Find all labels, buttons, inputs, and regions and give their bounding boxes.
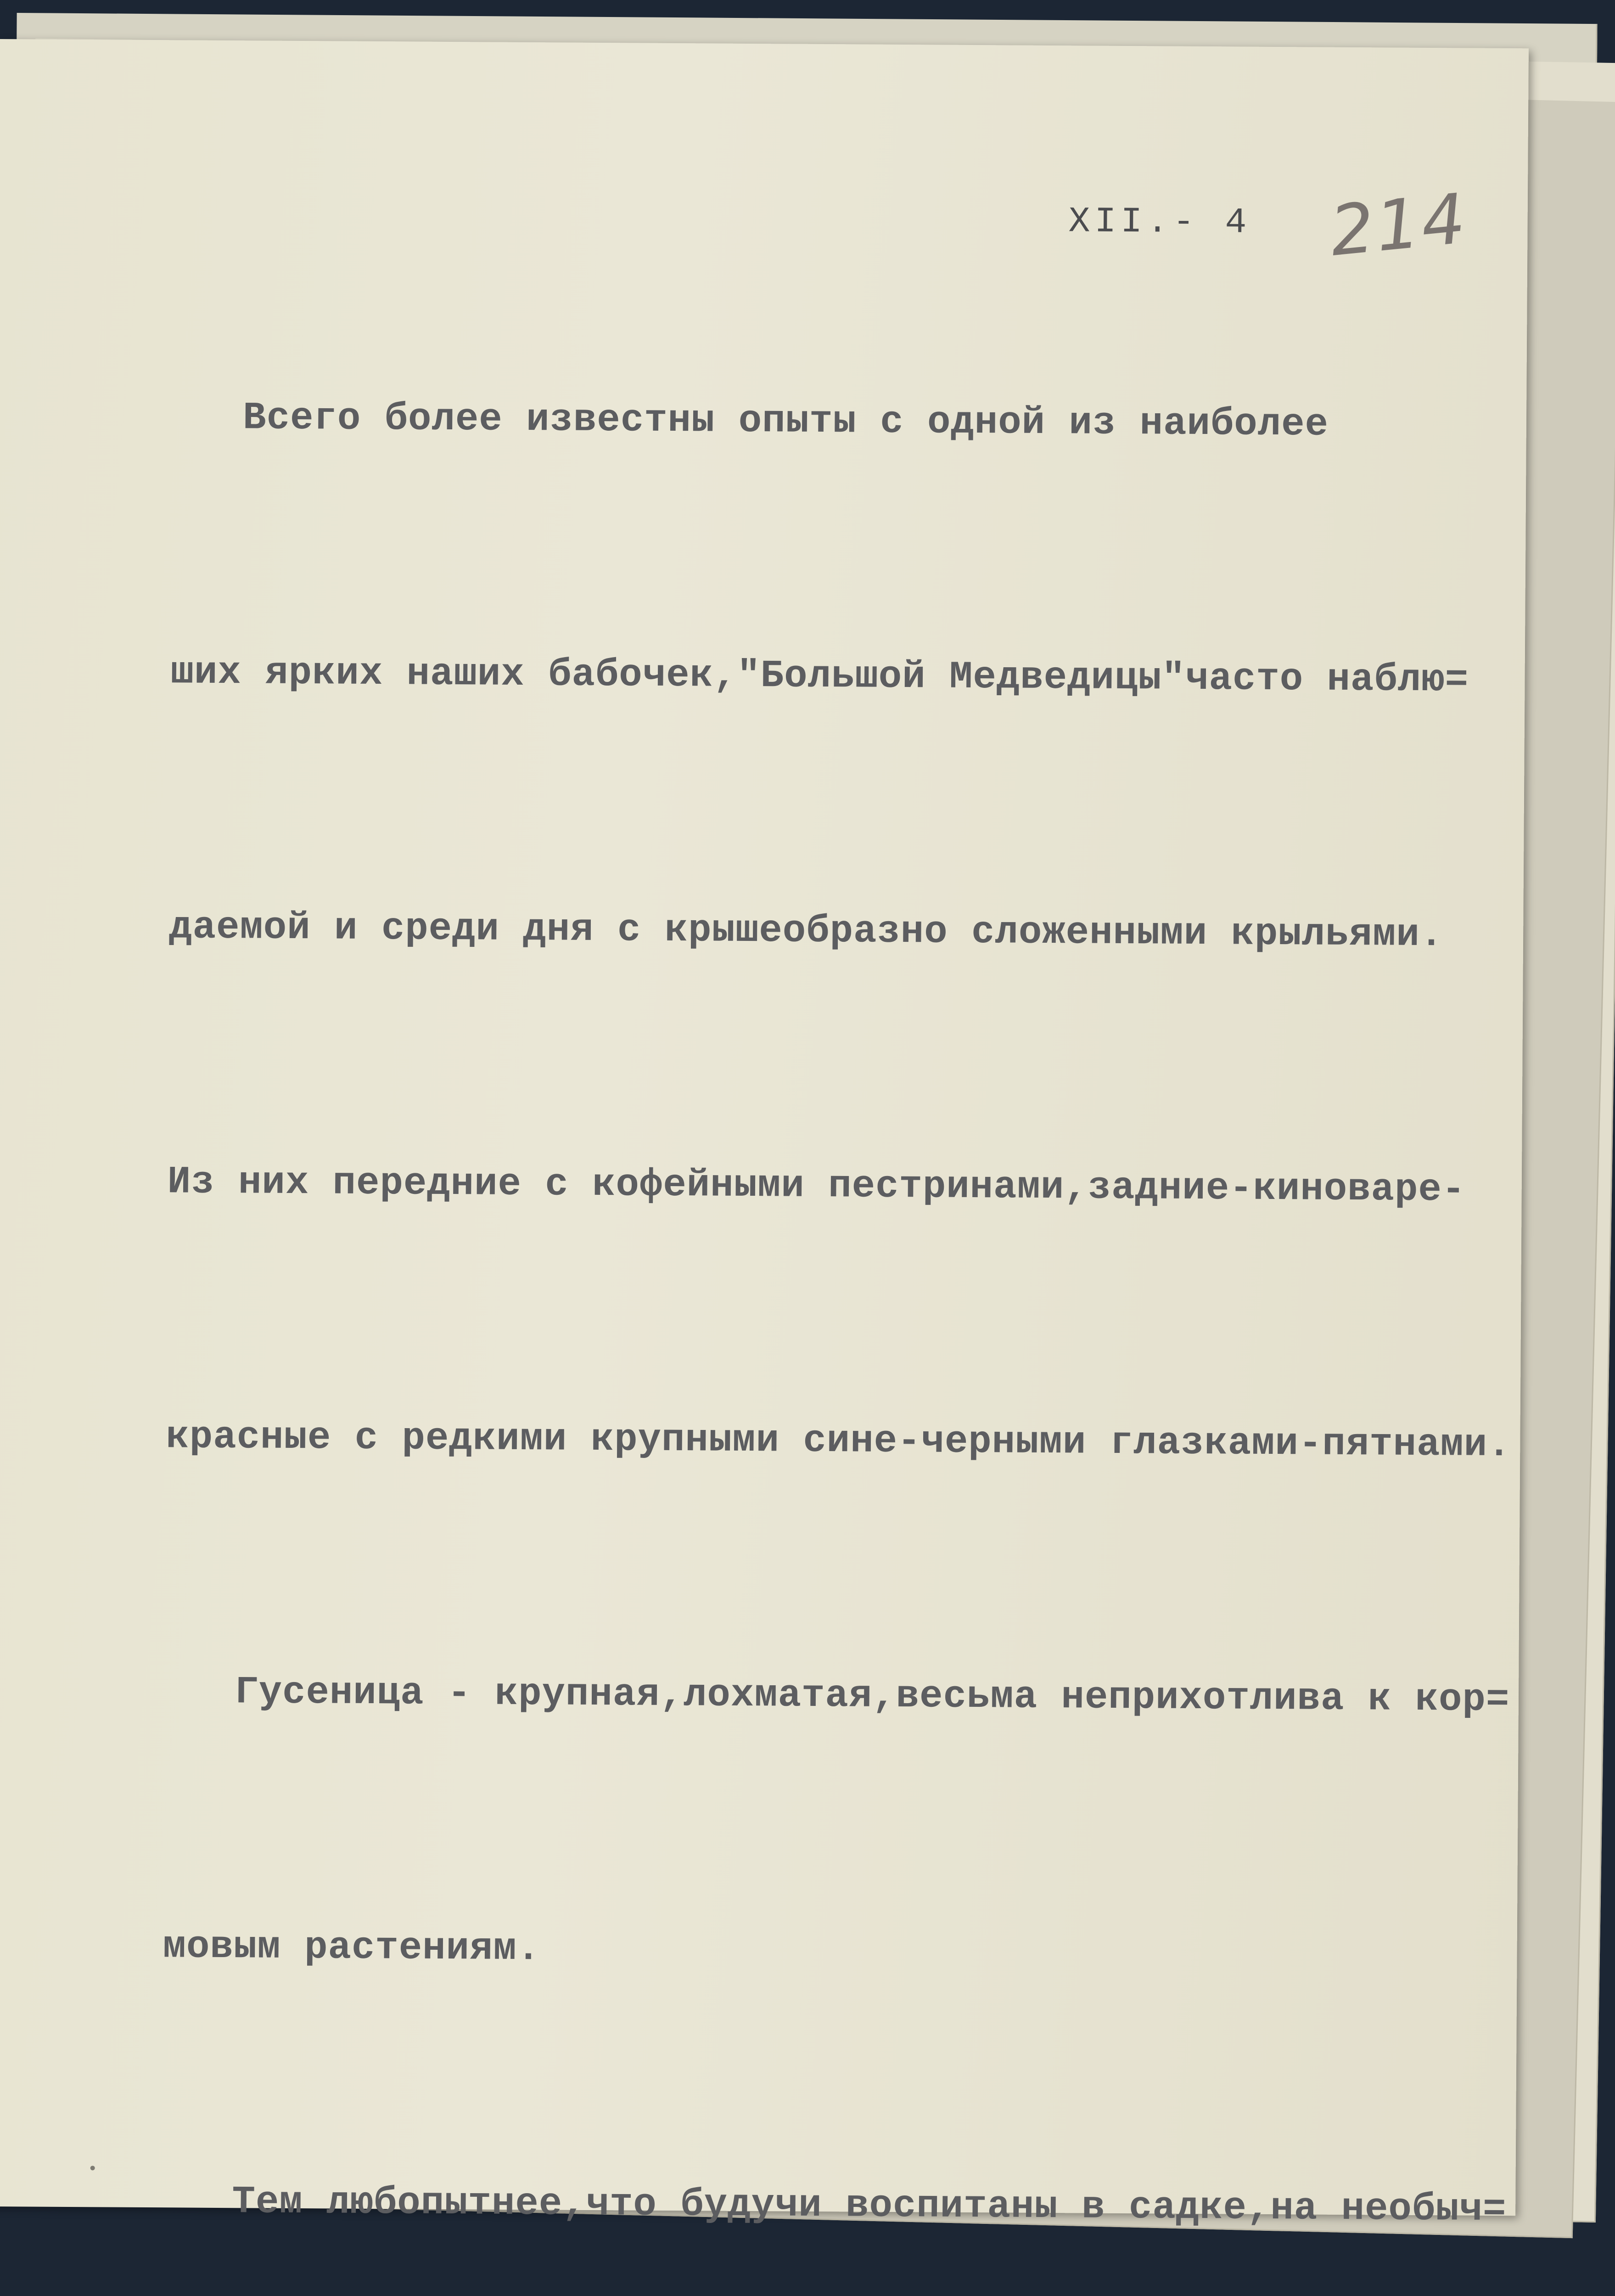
text-line: Тем любопытнее,что будучи воспитаны в садке,на необыч= bbox=[161, 2180, 1507, 2232]
handwritten-folio-number: 214 bbox=[1326, 179, 1471, 272]
typed-text-body bbox=[126, 205, 1511, 2296]
text-line: Всего более известны опыты с одной из наиболее bbox=[172, 396, 1352, 447]
ink-speck bbox=[90, 2166, 95, 2170]
page-number: XII.- 4 bbox=[1068, 202, 1251, 243]
text-line: даемой и среди дня с крышеобразно сложенными крыльями. bbox=[168, 906, 1444, 957]
text-line: ших ярких наших бабочек,"Большой Медведицы"часто наблю= bbox=[170, 651, 1469, 703]
text-line: Из них передние с кофейными пестринами,задние-киноваре- bbox=[167, 1160, 1466, 1212]
typed-page bbox=[0, 39, 1529, 2232]
text-line: мовым растениям. bbox=[163, 1925, 541, 1971]
text-line: Гусеница - крупная,лохматая,весьма неприхотлива к кор= bbox=[164, 1670, 1510, 1722]
text-line: красные с редкими крупными сине-черными глазками-пятнами. bbox=[166, 1415, 1511, 1468]
